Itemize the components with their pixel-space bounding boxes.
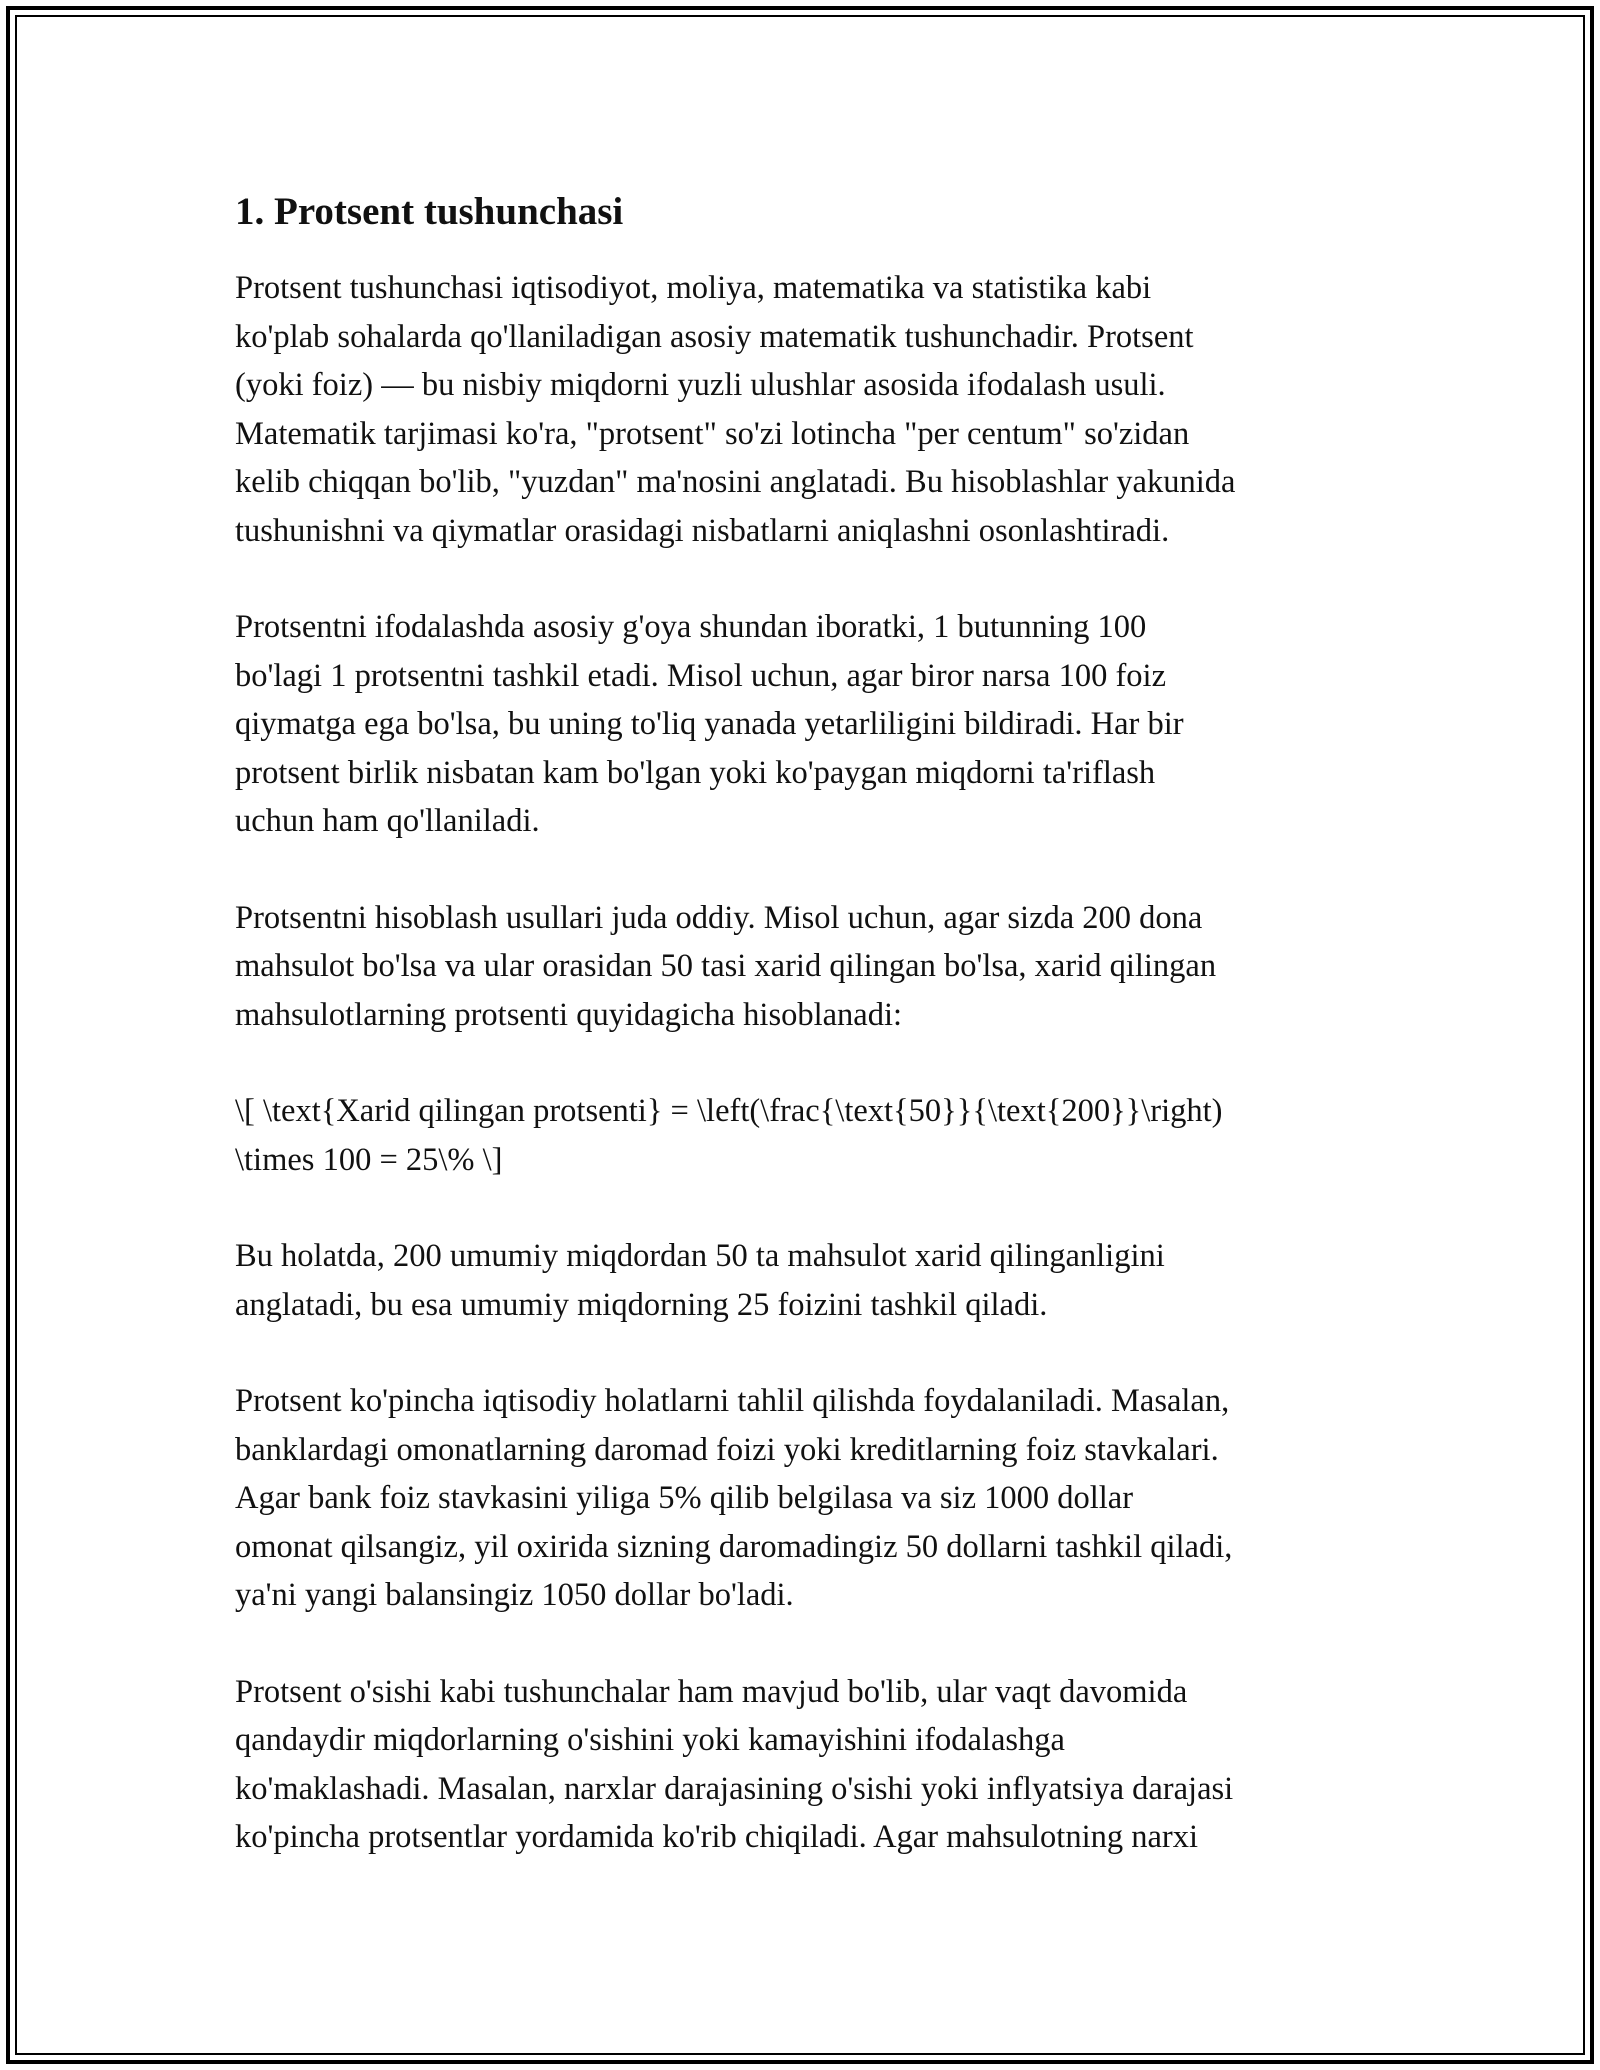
paragraph-economics: [235, 1377, 1385, 1620]
text-line: (yoki foiz) — bu nisbiy miqdorni yuzli ulushlar asosida ifodalash usuli.: [235, 367, 1166, 403]
text-line: Matematik tarjimasi ko'ra, "protsent" so'zi lotincha "per centum" so'zidan: [235, 415, 1190, 452]
text-line: Protsentni ifodalashda asosiy g'oya shundan iboratki, 1 butunning 100: [235, 609, 1147, 645]
paragraph-intro: [235, 264, 1385, 555]
text-line: mahsulotlarning protsenti quyidagicha hisoblanadi:: [235, 996, 903, 1033]
text-line: qandaydir miqdorlarning o'sishini yoki kamayishini ifodalashga: [235, 1722, 1065, 1758]
paragraph-formula: [235, 1087, 1385, 1184]
text-line: Bu holatda, 200 umumiy miqdordan 50 ta mahsulot xarid qilinganligini: [235, 1238, 1165, 1274]
text-line: omonat qilsangiz, yil oxirida sizning daromadingiz 50 dollarni tashkil qiladi,: [235, 1528, 1233, 1565]
paragraph-explanation: [235, 1232, 1385, 1329]
text-line: uchun ham qo'llaniladi.: [235, 803, 540, 839]
text-line: Protsent tushunchasi iqtisodiyot, moliya, matematika va statistika kabi: [235, 270, 1152, 306]
text-line: banklardagi omonatlarning daromad foizi yoki kreditlarning foiz stavkalari.: [235, 1431, 1219, 1468]
text-line: tushunishni va qiymatlar orasidagi nisbatlarni aniqlashni osonlashtiradi.: [235, 512, 1170, 549]
text-line: Protsent o'sishi kabi tushunchalar ham mavjud bo'lib, ular vaqt davomida: [235, 1673, 1188, 1710]
text-line: mahsulot bo'lsa va ular orasidan 50 tasi xarid qilingan bo'lsa, xarid qilingan: [235, 948, 1217, 984]
formula-line: \[ \text{Xarid qilingan protsenti} = \left(\frac{\text{50}}{\text{200}}\right): [235, 1093, 1223, 1129]
text-line: ya'ni yangi balansingiz 1050 dollar bo'ladi.: [235, 1577, 794, 1613]
text-line: protsent birlik nisbatan kam bo'lgan yoki ko'paygan miqdorni ta'riflash: [235, 754, 1156, 791]
paragraph-growth: [235, 1668, 1385, 1862]
text-line: Protsentni hisoblash usullari juda oddiy. Misol uchun, agar sizda 200 dona: [235, 899, 1203, 936]
text-line: ko'maklashadi. Masalan, narxlar darajasining o'sishi yoki inflyatsiya darajasi: [235, 1770, 1234, 1807]
section-heading: 1. Protsent tushunchasi: [235, 190, 624, 233]
text-line: anglatadi, bu esa umumiy miqdorning 25 foizini tashkil qiladi.: [235, 1286, 1048, 1323]
text-line: ko'plab sohalarda qo'llaniladigan asosiy matematik tushunchadir. Protsent: [235, 318, 1194, 355]
formula-line: \times 100 = 25\% \]: [235, 1141, 503, 1178]
paragraph-basic-idea: [235, 603, 1385, 846]
paragraph-calculation: [235, 894, 1385, 1040]
text-line: Agar bank foiz stavkasini yiliga 5% qilib belgilasa va siz 1000 dollar: [235, 1480, 1134, 1516]
text-line: ko'pincha protsentlar yordamida ko'rib chiqiladi. Agar mahsulotning narxi: [235, 1819, 1199, 1855]
text-line: qiymatga ega bo'lsa, bu uning to'liq yanada yetarliligini bildiradi. Har bir: [235, 706, 1184, 742]
text-line: Protsent ko'pincha iqtisodiy holatlarni tahlil qilishda foydalaniladi. Masalan,: [235, 1383, 1230, 1419]
text-line: bo'lagi 1 protsentni tashkil etadi. Misol uchun, agar biror narsa 100 foiz: [235, 657, 1166, 694]
text-line: kelib chiqqan bo'lib, "yuzdan" ma'nosini anglatadi. Bu hisoblashlar yakunida: [235, 464, 1236, 500]
document-body: [235, 186, 1385, 1910]
